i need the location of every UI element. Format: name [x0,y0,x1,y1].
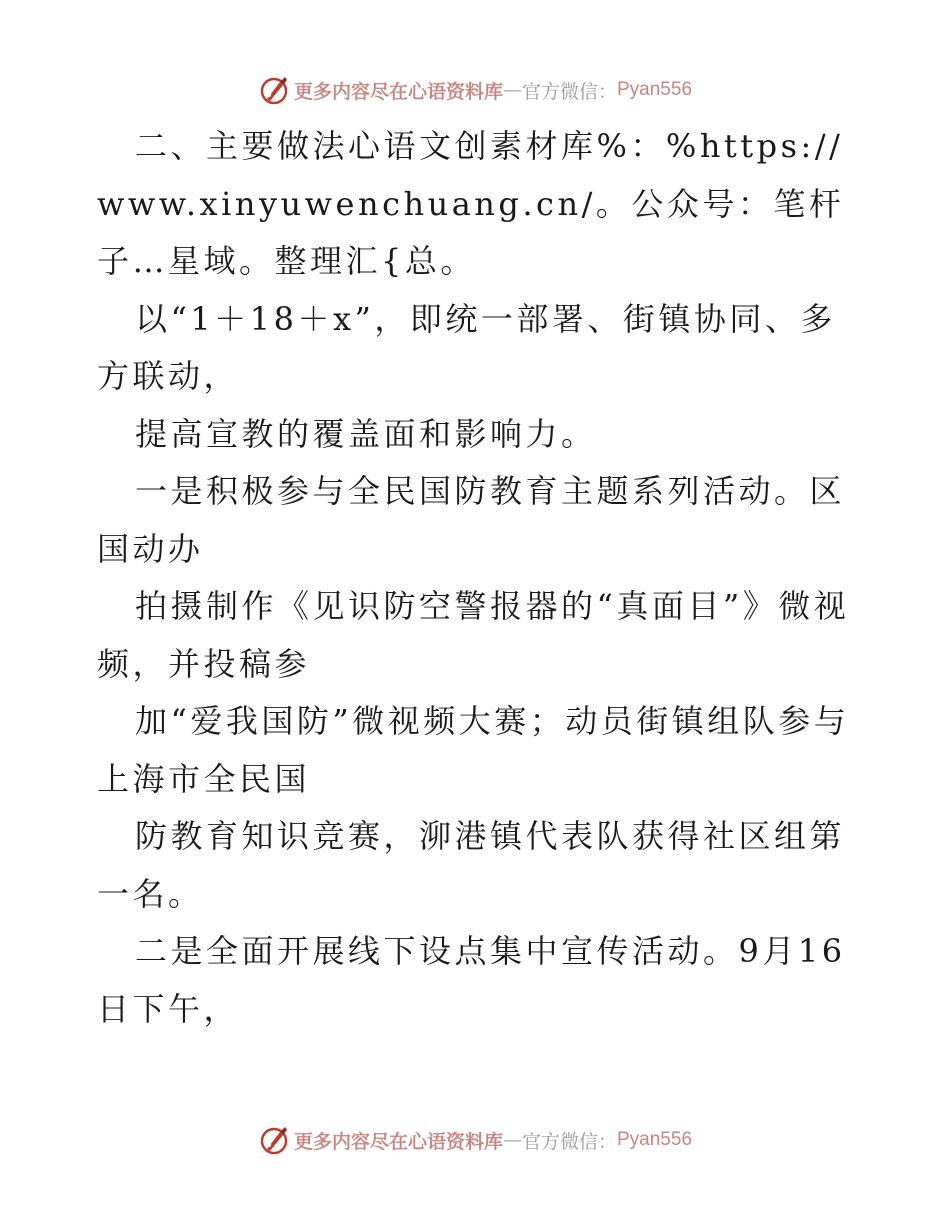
paragraph: 防教育知识竞赛，泖港镇代表队获得社区组第一名。 [97,817,846,913]
paragraph: 加“爱我国防”微视频大赛；动员街镇组队参与上海市全民国 [97,702,850,798]
paragraph: 一是积极参与全民国防教育主题系列活动。区国动办 [97,472,846,568]
paragraph: 二是全面开展线下设点集中宣传活动。9月16日下午， [97,932,846,1028]
paragraph: 拍摄制作《见识防空警报器的“真面目”》微视频，并投稿参 [97,587,850,683]
header-wechat-account: Pyan556 [617,79,693,100]
paragraph: 二、主要做法心语文创素材库%：%https://www.xinyuwenchuang.cn/。公众号：笔杆子…星域。整理汇{总。 [97,127,845,280]
header-brand-text: 更多内容尽在心语资料库 [293,80,503,103]
quill-pen-logo-icon [258,1124,290,1156]
quill-pen-logo-icon [258,74,290,106]
paragraph: 以“1＋18＋x”，即统一部署、街镇协同、多方联动， [97,299,836,395]
header-watermark [0,72,950,108]
document-body [97,118,857,1038]
footer-wechat-account: Pyan556 [617,1129,693,1150]
paragraph: 提高宣教的覆盖面和影响力。 [135,414,597,453]
header-separator: — [502,79,522,101]
footer-wechat-label: 官方微信： [521,1130,617,1153]
footer-brand-text: 更多内容尽在心语资料库 [293,1130,503,1153]
header-wechat-label: 官方微信： [521,80,617,103]
footer-separator: — [502,1129,522,1151]
footer-watermark [0,1122,950,1158]
